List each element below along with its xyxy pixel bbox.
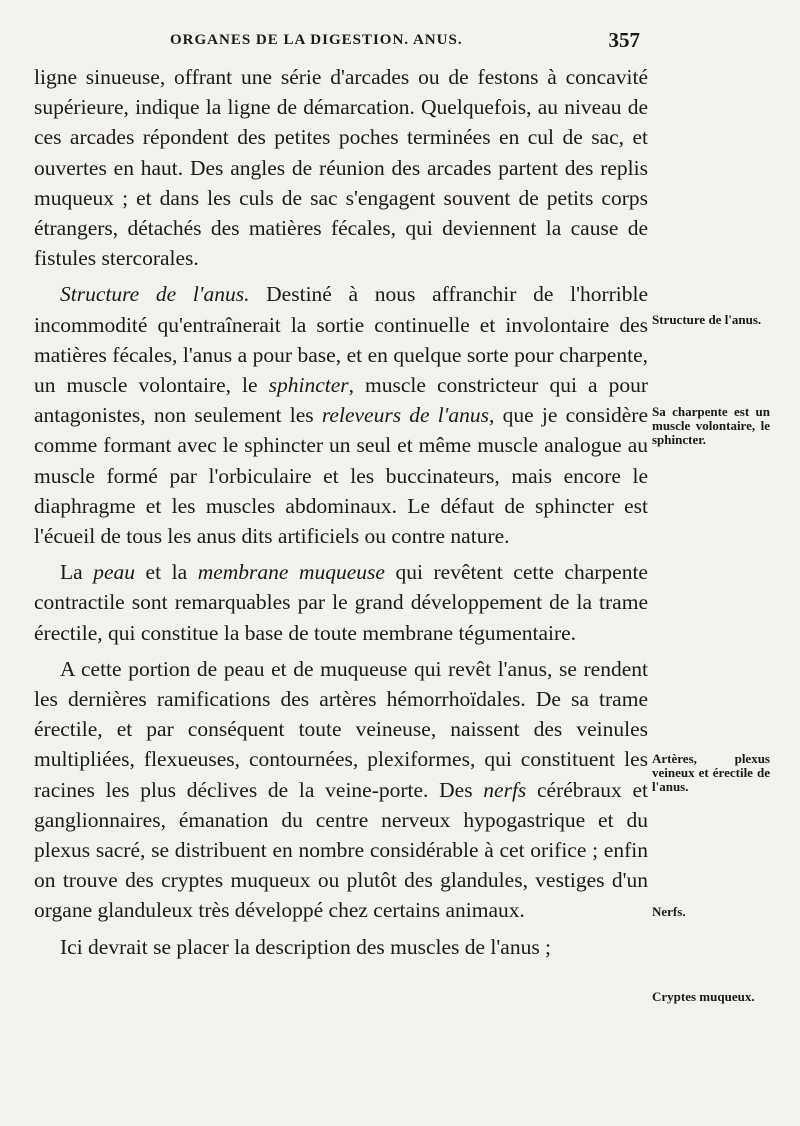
paragraph-1-text: ligne sinueuse, offrant une série d'arcades ou de festons à concavité supérieure, indique la ligne de démarcation. Quelquefois, au niveau de ces arcades répondent des petites poches terminées en cul de sac, et ouvertes en haut. Des angles de réunion des arcades partent des replis muqueux ; et dans les culs de sac s'engagent souvent de petits corps étrangers, détachés des matières fécales, qui deviennent la cause de fistules stercorales. (34, 65, 648, 271)
paragraph-arteres (34, 654, 648, 926)
margin-note-nerfs: Nerfs. (652, 904, 686, 919)
page-header (40, 30, 640, 58)
term-peau: peau (93, 560, 136, 585)
section-heading-structure: Structure de l'anus. (60, 282, 250, 307)
margin-note-cryptes: Cryptes muqueux. (652, 989, 755, 1004)
term-membrane-muqueuse: membrane muqueuse (197, 560, 385, 585)
paragraph-peau-text-1: La (60, 560, 94, 585)
margin-note-charpente: Sa charpente est un muscle volontaire, le sphincter. (652, 404, 770, 447)
paragraph-final (34, 932, 648, 962)
paragraph-structure-text-1: Destiné à nous affranchir de l'horrible incommodité qu'entraînerait la sortie continuelle et involontaire des matières fécales, l'anus a pour base, et en quelque sorte pour charpente, un muscle volontaire, le (34, 282, 649, 398)
paragraph-structure-text-3: , que je considère comme formant avec le sphincter un seul et même muscle analogue au muscle formé par l'orbiculaire et les buccinateurs, mais encore le diaphragme et les muscles abdominaux. Le défaut de sphincter est l'écueil de tous les anus dits artificiels ou contre nature. (34, 403, 648, 549)
margin-note-structure: Structure de l'anus. (652, 312, 762, 327)
paragraph-1 (34, 62, 648, 273)
term-sphincter: sphincter (268, 373, 349, 398)
page-number: 357 (608, 28, 640, 52)
running-title: ORGANES DE LA DIGESTION. ANUS. (170, 32, 463, 48)
margin-note-arteres: Artères, plexus veineux et érectile de l'anus. (652, 751, 770, 794)
paragraph-arteres-text-1: A cette portion de peau et de muqueuse qui revêt l'anus, se rendent les dernières ramifications des artères hémorrhoïdales. De sa trame érectile, et par conséquent toute veineuse, naissent des veinules multipliées, flexueuses, contournées, plexiformes, qui constituent les racines les plus déclives de la veine-porte. Des (34, 656, 648, 802)
term-nerfs: nerfs (483, 777, 527, 802)
body-text (34, 62, 648, 962)
paragraph-peau (34, 557, 648, 648)
paragraph-final-text: Ici devrait se placer la description des muscles de l'anus ; (60, 934, 552, 959)
paragraph-structure (34, 279, 648, 551)
paragraph-structure-text-2: , muscle constricteur qui a pour antagonistes, non seulement les (34, 373, 648, 428)
paragraph-peau-text-2: et la (135, 560, 198, 585)
paragraph-arteres-text-2: cérébraux et ganglionnaires, émanation du centre nerveux hypogastrique et du plexus sacré, se distribuent en nombre considérable à cet orifice ; enfin on trouve des cryptes muqueux ou plutôt des glandules, vestiges d'un organe glanduleux très développé chez certains animaux. (34, 777, 648, 923)
term-releveurs: releveurs de l'anus (321, 403, 489, 428)
paragraph-peau-text-3: qui revêtent cette charpente contractile sont remarquables par le grand développement de la trame érectile, qui constitue la base de toute membrane tégumentaire. (34, 560, 648, 645)
